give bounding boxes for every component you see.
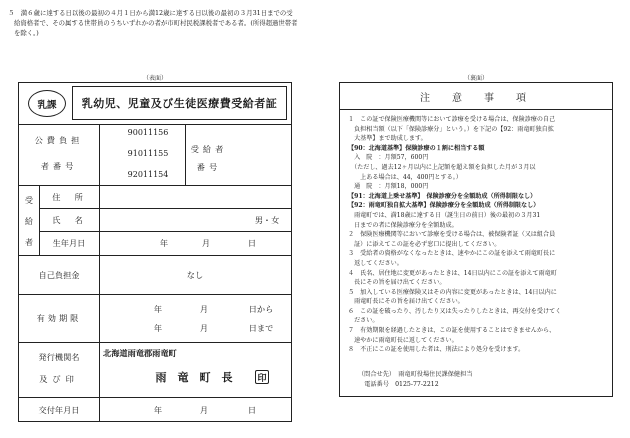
note-text: 負担相当額（以下「保険診療分」という。）を下記の【92：雨竜町独自拡 <box>348 125 554 133</box>
validity-from-year: 年 <box>153 303 163 314</box>
contact-label: （問合せ先） <box>358 371 393 378</box>
name-label: 氏 名 <box>52 214 86 225</box>
payer-number: 90011156 <box>127 128 169 137</box>
payer-number: 92011154 <box>127 170 169 179</box>
note-text: ５ 加入している医療保険又はその内容に変更があったときは、14日以内に <box>348 288 557 296</box>
note-text: 雨竜町では、満18歳に達する日（誕生日の前日）後の最初の３月31 <box>348 211 541 219</box>
front-caption: （表面） <box>142 75 167 82</box>
recipient-label: 番号 <box>196 161 222 172</box>
issuer-label: 発行機関名 <box>38 351 80 362</box>
mayor-title: 雨 竜 町 長 <box>155 371 233 384</box>
issue-year: 年 <box>153 404 163 415</box>
validity-from: 日から <box>248 303 274 314</box>
recipient-vertical-label: 給 <box>24 215 34 226</box>
payer-number: 91011155 <box>127 149 169 158</box>
note-text: 証）に添えてこの証を必ず窓口に提出してください。 <box>348 240 501 248</box>
note-text: 日までの者に保険診療分を全額助成。 <box>348 221 458 229</box>
note-text: 速やかに雨竜町長に返してください。 <box>348 336 458 344</box>
note-text: ださい。 <box>348 317 379 325</box>
copay-value: なし <box>186 269 204 280</box>
note-text: 入 院 ：月額57，600円 <box>348 154 429 162</box>
birth-label: 生年月日 <box>52 237 86 248</box>
issue-day: 日 <box>247 404 257 415</box>
birth-month: 月 <box>201 237 211 248</box>
recipient-label: 受給者 <box>190 143 228 154</box>
note-line: 給資格者で、その属する世帯員のうちいずれかの者が市町村民税課税者である者。(所得超過世帯者 <box>14 19 298 27</box>
note-text: 【91：北海道上乗せ基準】 保険診療分を全額助成（所得制限なし） <box>348 192 537 200</box>
note-text: ４ 氏名、居住地に変更があったときは、14日以内にこの証を添えて雨竜町 <box>348 269 557 277</box>
contact-org: 雨竜町役場住民課保健担当 <box>398 371 473 378</box>
copay-label: 自己負担金 <box>38 269 80 280</box>
recipient-vertical-label: 受 <box>24 194 34 205</box>
issue-month: 月 <box>199 404 209 415</box>
validity-until: 日まで <box>248 322 274 333</box>
validity-until-month: 月 <box>199 322 209 333</box>
note-text: ３ 受給者の資格がなくなったときは、速やかにこの証を添えて雨竜町長に <box>348 250 556 258</box>
validity-until-year: 年 <box>153 322 163 333</box>
certificate-back <box>339 82 613 397</box>
eligibility-note <box>8 8 622 38</box>
issuer-name: 北海道雨竜郡雨竜町 <box>103 347 177 358</box>
note-text: 大基準】まで助成します。 <box>348 135 427 143</box>
certificate-title: 乳幼児、児童及び生徒医療費受給者証 <box>72 86 287 120</box>
note-text: 雨竜町長にその旨を届け出てください。 <box>348 298 464 306</box>
birth-day: 日 <box>247 237 257 248</box>
contact-info <box>358 370 472 390</box>
issuer-label: 及び印 <box>39 373 79 384</box>
note-text: 上ある場合は、44，400円とする。） <box>348 173 462 181</box>
recipient-vertical-label: 者 <box>24 236 34 247</box>
note-line: ５ 満６歳に達する日以後の最初の４月１日から満12歳に達する日以後の最初の３月31日までの受 <box>8 9 293 17</box>
note-text: 通 院 ：月額18，000円 <box>348 183 429 191</box>
address-label: 住 所 <box>52 191 86 202</box>
note-text: ７ 有効期限を経過したときは、この証を使用することはできませんから、 <box>348 327 556 335</box>
note-text: 返してください。 <box>348 259 403 267</box>
note-text: ８ 不正にこの証を使用した者は、刑法により処分を受けます。 <box>348 346 525 354</box>
note-text: 【90：北海道基準】保険診療の１割に相当する額 <box>348 144 485 152</box>
note-text: １ この証で保険医療機関等において診療を受ける場合は、保険診療の自己 <box>348 116 556 123</box>
birth-year: 年 <box>159 237 169 248</box>
phone-label: 電話番号 <box>364 381 389 388</box>
note-text: 長にその旨を届け出てください。 <box>348 279 446 287</box>
certificate-front <box>18 82 292 422</box>
official-seal: 印 <box>255 370 269 384</box>
notes-body <box>348 115 606 355</box>
phone-number: 0125-77-2212 <box>395 381 439 388</box>
note-text: ２ 保険医療機関等において診療を受ける場合は、被保険者証（又は組合員 <box>348 231 556 239</box>
payer-label: 公費負担 <box>34 134 84 145</box>
note-text: （ただし、過去12ヶ月以内に上記額を超え額を負担した月が３月以 <box>348 163 536 171</box>
nyuka-badge: 乳課 <box>28 90 66 117</box>
note-line: を除く。) <box>14 29 39 37</box>
validity-label: 有効期限 <box>36 312 82 323</box>
payer-label: 者番号 <box>40 160 78 171</box>
validity-from-month: 月 <box>199 303 209 314</box>
note-text: 【92：雨竜町独自拡大基準】保険診療分を全額助成（所得制限なし） <box>348 202 540 210</box>
notes-title: 注 意 事 項 <box>420 93 532 104</box>
back-caption: （裏面） <box>463 75 488 82</box>
issue-date-label: 交付年月日 <box>38 404 80 415</box>
note-text: ６ この証を破ったり、汚したり又は失ったりしたときは、再交付を受けてく <box>348 307 562 315</box>
sex-field: 男・女 <box>254 214 280 225</box>
